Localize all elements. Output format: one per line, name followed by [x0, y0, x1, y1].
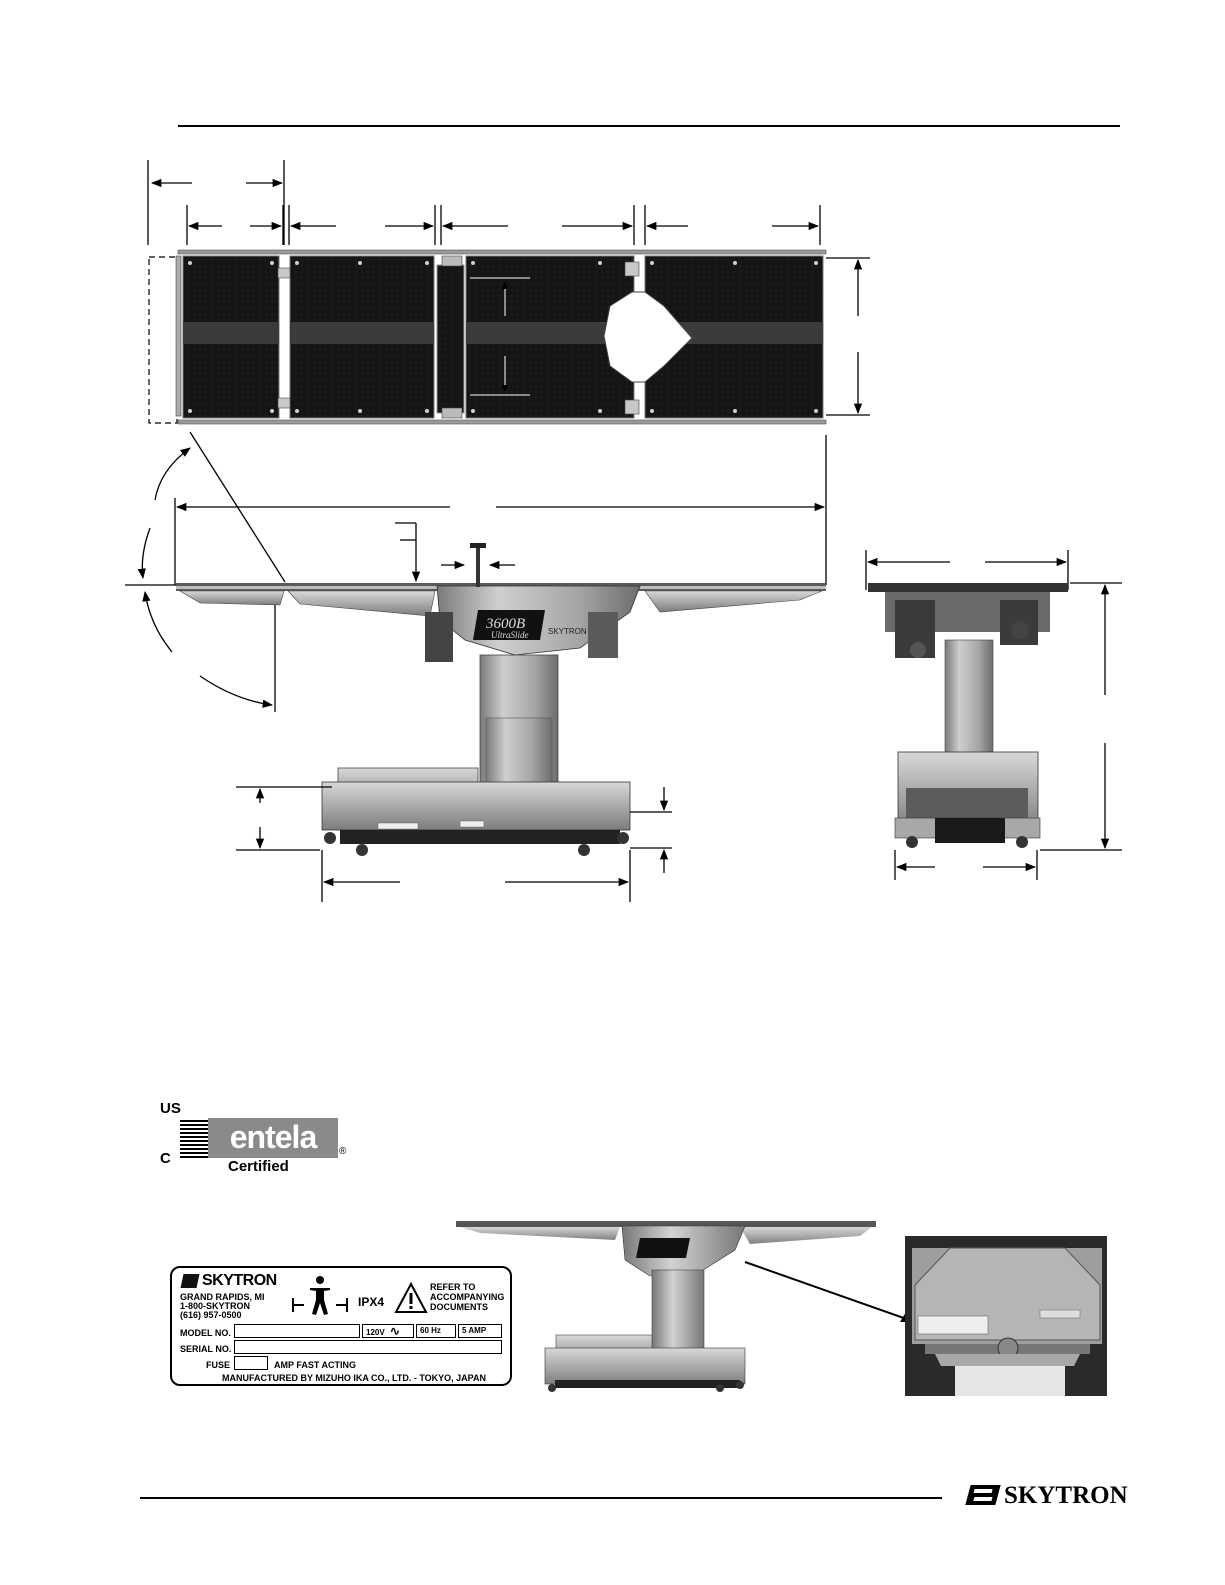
cert-c-mark: C: [160, 1150, 171, 1167]
label-ip-rating: IPX4: [358, 1295, 385, 1309]
label-model: MODEL NO.: [180, 1328, 231, 1338]
table-side-view: [176, 543, 826, 856]
label-fuse-text: AMP FAST ACTING: [274, 1360, 357, 1370]
badge-brand: SKYTRON: [548, 627, 587, 636]
label-refer-1: REFER TO: [430, 1282, 476, 1292]
label-voltage: 120V: [366, 1328, 385, 1337]
label-manufacturer: MANUFACTURED BY MIZUHO IKA CO., LTD. - TOKYO, JAPAN: [222, 1373, 487, 1383]
label-address-2: 1-800-SKYTRON: [180, 1301, 251, 1311]
badge-name: UltraSlide: [491, 630, 529, 640]
footer-brand: SKYTRON: [1004, 1482, 1128, 1509]
label-fuse: FUSE: [206, 1360, 231, 1370]
fuse-field: [234, 1356, 268, 1370]
type-b-person-icon: [290, 1274, 350, 1318]
cert-brand: entela: [208, 1118, 338, 1158]
cert-registered: ®: [339, 1146, 347, 1157]
footer-skytron-logo-icon: [965, 1485, 1000, 1505]
overall-length-dimension: [125, 432, 826, 712]
frequency-cell: 60 Hz: [416, 1324, 456, 1338]
rating-label: [170, 1266, 512, 1386]
table-top-view: [149, 250, 870, 424]
badge-model: 3600B: [486, 616, 526, 632]
label-refer-2: ACCOMPANYING: [430, 1292, 505, 1302]
cert-us-mark: US: [160, 1100, 181, 1117]
current-cell: 5 AMP: [458, 1324, 502, 1338]
footer-rule: [140, 1497, 942, 1499]
table-end-view: [866, 550, 1122, 880]
cert-barcode-icon: [180, 1120, 210, 1158]
skytron-logo-icon: [181, 1274, 200, 1288]
warning-triangle-icon: [394, 1282, 428, 1314]
cert-certified: Certified: [228, 1158, 289, 1175]
label-serial: SERIAL NO.: [180, 1344, 232, 1354]
model-field: [234, 1324, 360, 1338]
voltage-cell: [362, 1324, 414, 1338]
label-brand: SKYTRON: [202, 1272, 277, 1289]
serial-field: [234, 1340, 502, 1354]
top-dimension-lines: [148, 160, 820, 245]
label-address-3: (616) 957-0500: [180, 1310, 242, 1320]
label-address-1: GRAND RAPIDS, MI: [180, 1292, 265, 1302]
ac-wave-icon: ∿: [389, 1324, 400, 1338]
label-refer-3: DOCUMENTS: [430, 1302, 488, 1312]
